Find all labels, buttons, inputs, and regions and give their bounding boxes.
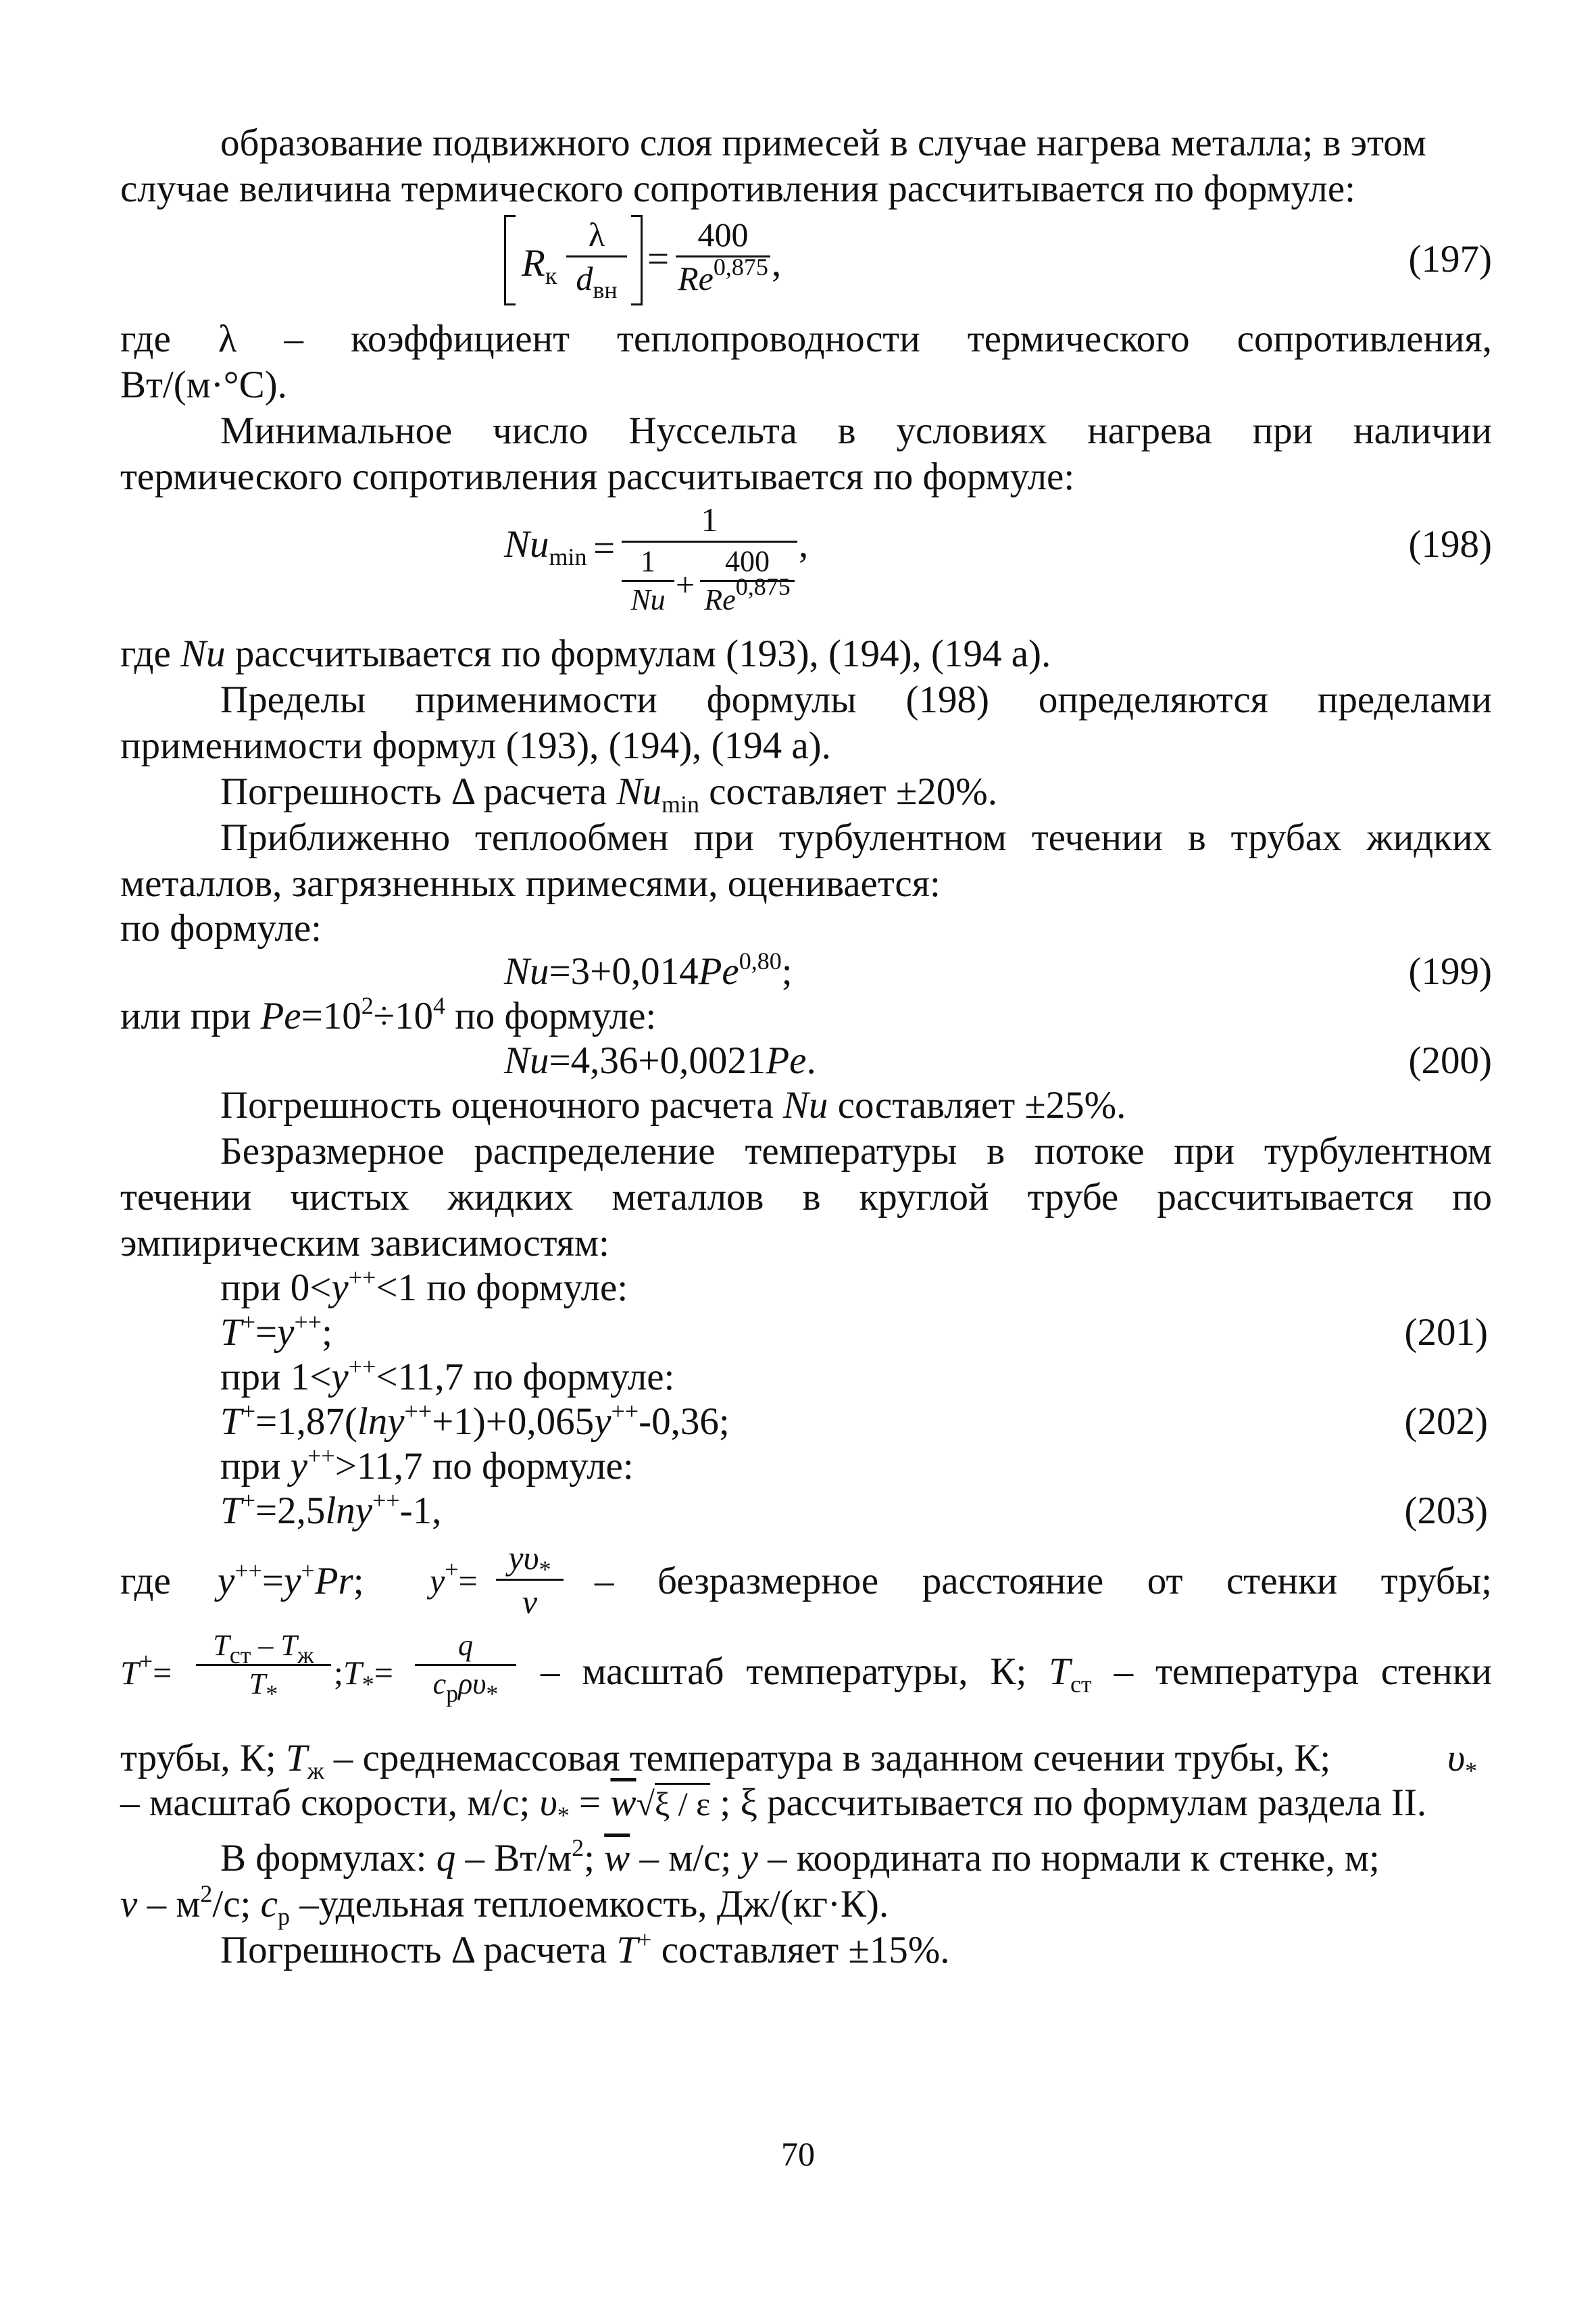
text-line: при 0<y++<1 по формуле: bbox=[220, 1264, 628, 1309]
text-line: Вт/(м·°С). bbox=[120, 364, 287, 406]
text-line: Безразмерное распределение температуры в потоке при турбулентном bbox=[220, 1130, 1492, 1173]
equation-200: Nu=4,36+0,0021Pe. bbox=[504, 1039, 816, 1082]
text-line: где Nu рассчитывается по формулам (193), (194), (194 а). bbox=[120, 633, 1051, 675]
text-line: течении чистых жидких металлов в круглой трубе рассчитывается по bbox=[120, 1176, 1492, 1218]
equation-number: (200) bbox=[1408, 1039, 1492, 1082]
velocity-symbol: $\upsilon_*$ bbox=[1447, 1737, 1478, 1784]
document-page: образование подвижного слоя примесей в случае нагрева металла; в этом случае величина термического сопротивления рассчитывается по формуле: $R_к$ λ $d_{вн}$ = 400 Re$^{0,875}$ , (197) где λ – коэффициент теплопроводности термического сопротивления, Вт/(м·°С). Минимальное число Нуссельта в условиях нагрева при наличии термического сопротивления рассчитывается по формуле: $Nu_{min}$ = 1 1 Nu + 400 Re$^{0,875}$ , (198) где Nu рассчитывается по формулам (193), (194), (194 а). Пределы применимости формулы (198) определяются пределами применимости формул (193), (194), (194 а). Погрешность Δ расчета $Nu_{min}$ составляет ±20%. Приближенно теплообмен при турбулентном течении в трубах жидких металлов, загрязненных примесями, оценивается: по формуле: Nu=3+0,014Pe$^{0,80}$; (199) или при $Pe=10^2\div 10^4$ по формуле: Nu=4,36+0,0021Pe. (200) Погрешность оценочного расчета Nu составляет ±25%. Безразмерное распределение температуры в потоке при турбулентном течении чистых жидких металлов в круглой трубе рассчитывается по эмпирическим зависимостям: при 0<y++<1 по формуле: T+=y++; (201) при 1<y++<11,7 по формуле: T+=1,87(lny+++1)+0,065y++-0,36; (202) при y++>11,7 по формуле: T+=2,5lny++-1, (203) где y++=y+Pr; y+= $y\upsilon_*$ ν – безразмерное расстояние от стенки трубы; T+= $T_{ст} - T_ж$ $T_*$ $;T_*=$ q $c_p\rho\upsilon_*$ – масштаб температуры, К; $T_{ст}$ – температура стенки трубы, К; $T_ж$ – среднемассовая температура в заданном сечении трубы, К; $\upsilon_*$ – масштаб скорости, м/с; $\upsilon_* = \overline{w}√\xi / \varepsilon$ ; ξ рассчитывается по формулам раздела II. В формулах: q – $Вт/м^2$; $\overline{w} - м/с$; y – координата по нормали к стенке, м; ν – $м^2/с$; $c_p$ –удельная теплоемкость, Дж/(кг·К). Погрешность Δ расчета T+ составляет ±15%. 70 bbox=[0, 0, 1596, 2314]
text-line: эмпирическим зависимостям: bbox=[120, 1222, 609, 1264]
text-line: трубы, К; $T_ж$ – среднемассовая температура в заданном сечении трубы, К; bbox=[120, 1737, 1331, 1784]
text-line: Погрешность Δ расчета T+ составляет ±15%. bbox=[220, 1926, 950, 1971]
equation-number: (202) bbox=[1404, 1400, 1488, 1443]
page-number: 70 bbox=[781, 2135, 815, 2173]
equation-number: (201) bbox=[1404, 1311, 1488, 1354]
equation-203: T+=2,5lny++-1, bbox=[220, 1487, 442, 1532]
text-line: ν – $м^2/с$; $c_p$ –удельная теплоемкость, Дж/(кг·К). bbox=[120, 1880, 889, 1930]
text-line: термического сопротивления рассчитывается по формуле: bbox=[120, 456, 1075, 498]
text-line: образование подвижного слоя примесей в случае нагрева металла; в этом bbox=[220, 122, 1426, 164]
equation-number: (203) bbox=[1404, 1490, 1488, 1532]
equation-number: (199) bbox=[1408, 950, 1492, 993]
text-line: – масштаб скорости, м/с; $\upsilon_* = \overline{w}√\xi / \varepsilon$ ; ξ рассчитывается по формулам раздела II. bbox=[120, 1781, 1427, 1829]
text-line: металлов, загрязненных примесями, оценивается: bbox=[120, 862, 941, 905]
text-line: Приближенно теплообмен при турбулентном течении в трубах жидких bbox=[220, 816, 1492, 859]
text-line: случае величина термического сопротивления рассчитывается по формуле: bbox=[120, 168, 1356, 210]
text-line: где λ – коэффициент теплопроводности термического сопротивления, bbox=[120, 318, 1492, 360]
text-line: Пределы применимости формулы (198) определяются пределами bbox=[220, 679, 1492, 721]
text-line: Погрешность Δ расчета $Nu_{min}$ составляет ±20%. bbox=[220, 770, 997, 818]
text-line: при y++>11,7 по формуле: bbox=[220, 1442, 634, 1487]
equation-202: T+=1,87(lny+++1)+0,065y++-0,36; bbox=[220, 1398, 730, 1443]
equation-201: T+=y++; bbox=[220, 1308, 332, 1354]
text-line: при 1<y++<11,7 по формуле: bbox=[220, 1353, 675, 1398]
text-line: применимости формул (193), (194), (194 а). bbox=[120, 724, 831, 767]
text-line: по формуле: bbox=[120, 907, 322, 950]
text-line: В формулах: q – $Вт/м^2$; $\overline{w} - м/с$; y – координата по нормали к стенке, м; bbox=[220, 1834, 1380, 1879]
text-line: Минимальное число Нуссельта в условиях нагрева при наличии bbox=[220, 410, 1492, 452]
equation-199: Nu=3+0,014Pe$^{0,80}$; bbox=[504, 947, 793, 993]
text-line: или при $Pe=10^2\div 10^4$ по формуле: bbox=[120, 992, 657, 1037]
text-line: Погрешность оценочного расчета Nu составляет ±25%. bbox=[220, 1084, 1126, 1127]
